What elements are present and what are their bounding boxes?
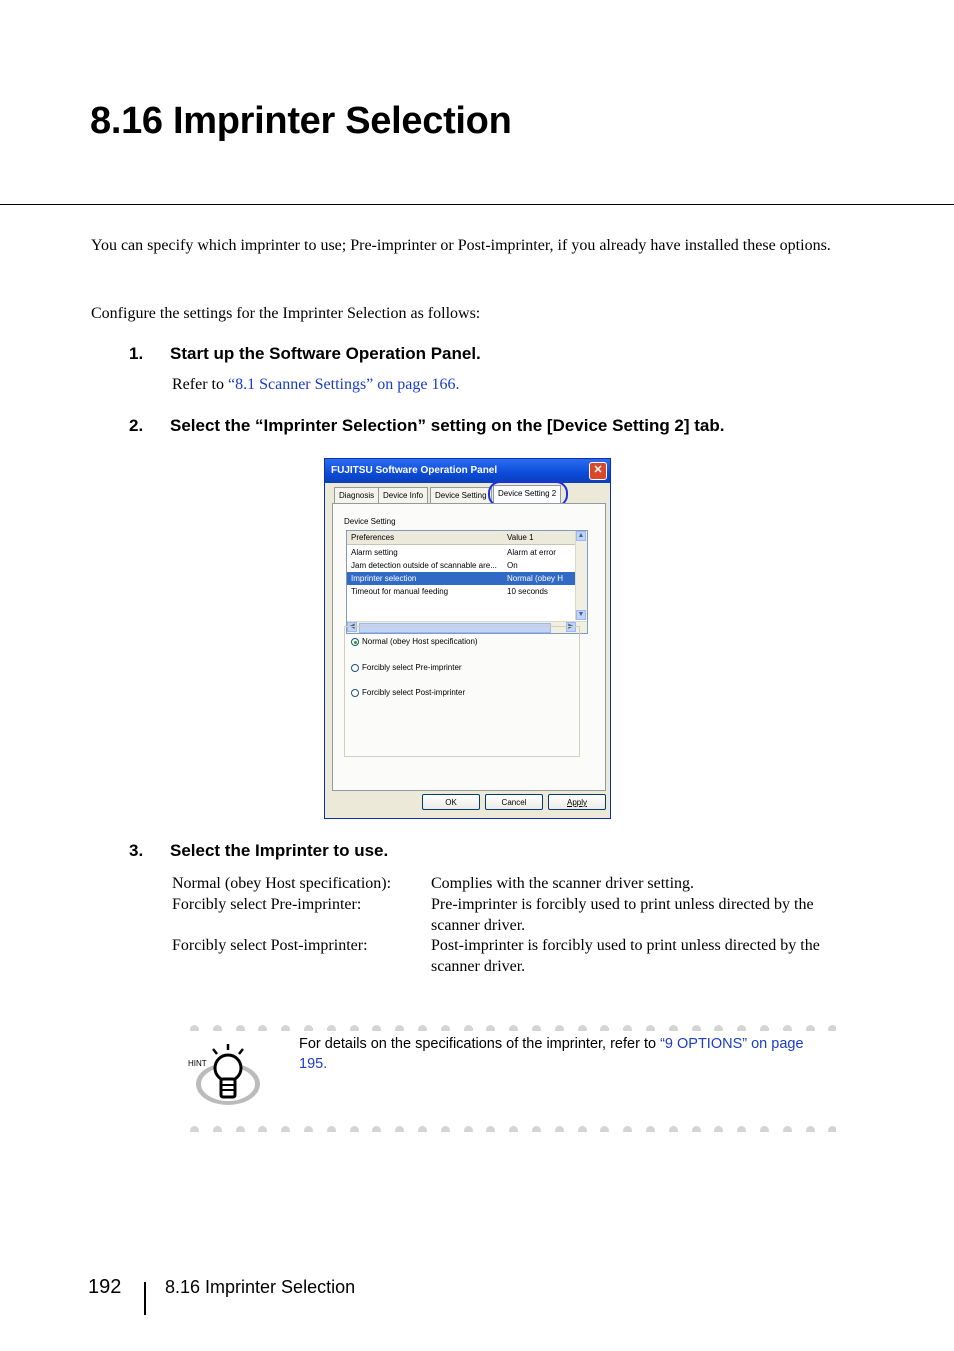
list-item-value: Alarm at error [507,548,556,557]
list-item-name: Timeout for manual feeding [351,587,449,596]
intro-instruction: Configure the settings for the Imprinter Selection as follows: [91,305,481,322]
radio-unchecked-icon [351,689,359,697]
hint-label: HINT [188,1059,207,1068]
page-number: 192 [88,1276,122,1298]
dialog-titlebar[interactable] [325,459,610,483]
hint-icon [186,1040,266,1110]
hint-bottom-divider [190,1122,836,1132]
cancel-button[interactable]: Cancel [485,794,543,810]
apply-button[interactable]: Apply [548,794,606,810]
footer-title: 8.16 Imprinter Selection [165,1277,356,1297]
scroll-right-icon[interactable]: ▶ [566,622,576,632]
intro-paragraph: You can specify which imprinter to use; Pre-imprinter or Post-imprinter, if you already have installed these options. [91,237,831,254]
vertical-scrollbar[interactable] [575,531,587,620]
list-item-name: Imprinter selection [351,574,417,583]
radio-label: Normal (obey Host specification) [362,637,478,646]
step-1-number: 1. [129,344,144,363]
header-preferences[interactable]: Preferences [351,533,395,542]
list-item-name: Jam detection outside of scannable are... [351,561,497,570]
list-item[interactable] [347,559,576,572]
section-label: Device Setting [344,517,396,526]
page-title: 8.16 Imprinter Selection [90,100,512,142]
heading-rule [0,204,954,205]
close-icon[interactable]: ✕ [589,462,607,480]
list-item-selected[interactable] [347,572,576,585]
tab-diagnosis[interactable]: Diagnosis [334,487,379,503]
hint-text [299,1035,829,1074]
settings-list[interactable] [346,530,588,634]
radio-pre-imprinter[interactable] [351,663,462,672]
ok-button[interactable]: OK [422,794,480,810]
definition-desc: Pre-imprinter is forcibly used to print unless directed by the scanner driver. [431,896,814,934]
step-1-text: Start up the Software Operation Panel. [170,344,481,363]
hint-link[interactable]: “9 OPTIONS” on page 195. [299,1036,804,1072]
list-item[interactable] [347,546,576,559]
radio-unchecked-icon [351,664,359,672]
definition-desc: Post-imprinter is forcibly used to print unless directed by the scanner driver. [431,937,820,975]
step-3-number: 3. [129,841,144,860]
hint-top-divider [190,1021,836,1031]
hint-body: For details on the specifications of the imprinter, refer to [299,1036,661,1052]
list-item[interactable] [347,585,576,598]
refer-link[interactable]: “8.1 Scanner Settings” on page 166. [227,376,460,393]
step-2-number: 2. [129,416,144,435]
tab-panel [332,503,606,791]
tab-device-setting-2[interactable]: Device Setting 2 [493,485,561,504]
radio-checked-icon [351,638,359,646]
tab-device-setting[interactable]: Device Setting [430,487,492,503]
radio-label: Forcibly select Pre-imprinter [362,663,462,672]
step-3-text: Select the Imprinter to use. [170,841,389,860]
definition-term: Normal (obey Host specification): [172,875,392,892]
scroll-left-icon[interactable]: ◀ [347,622,357,632]
definition-term: Forcibly select Pre-imprinter: [172,896,362,913]
radio-label: Forcibly select Post-imprinter [362,688,466,697]
definition-term: Forcibly select Post-imprinter: [172,937,368,954]
list-item-value: Normal (obey H [507,574,564,583]
radio-post-imprinter[interactable] [351,688,465,697]
radio-normal[interactable] [351,637,478,646]
definition-desc: Complies with the scanner driver setting. [431,875,695,892]
list-header [347,531,576,545]
footer-divider [144,1282,146,1315]
list-item-name: Alarm setting [351,548,398,557]
operation-panel-dialog [324,458,611,819]
step-2-text: Select the “Imprinter Selection” setting on the [Device Setting 2] tab. [170,416,725,435]
tab-device-info[interactable]: Device Info [378,487,428,503]
dialog-title: FUJITSU Software Operation Panel [331,465,498,476]
list-item-value: On [507,561,518,570]
scroll-up-icon[interactable]: ▲ [577,532,585,539]
list-item-value: 10 seconds [507,587,548,596]
refer-line [172,376,459,394]
imprinter-options-group [344,626,580,757]
scroll-down-icon[interactable]: ▼ [577,611,585,618]
header-value[interactable]: Value 1 [507,533,534,542]
refer-prefix: Refer to [172,376,228,393]
